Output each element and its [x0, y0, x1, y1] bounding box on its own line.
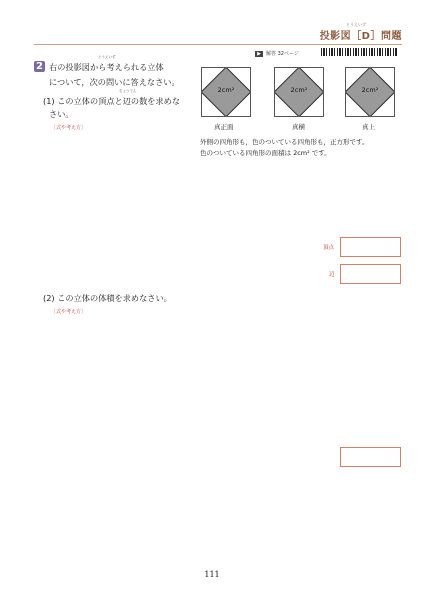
figure-note-line-1: 外側の四角形も，色のついている四角形も，正方形です。 [200, 138, 369, 146]
barcode-icon [321, 48, 397, 56]
question-ruby: とうえいず [98, 55, 116, 59]
part1-workspace-label: ［式や考え方］ [51, 125, 87, 131]
question-text-line-2: について，次の問いに答えなさい。 [49, 77, 180, 87]
page-number: 111 [204, 570, 220, 579]
part1-text-line-2: さい。 [49, 109, 74, 119]
edges-answer-box[interactable] [340, 264, 401, 284]
answer-reference [255, 50, 299, 57]
part2-workspace-label: ［式や考え方］ [51, 309, 87, 315]
front-view-label: 真正面 [214, 123, 234, 131]
top-view-label: 真上 [362, 123, 375, 131]
play-arrow-icon: ▶ [255, 51, 263, 57]
answer-reference-text: 解答 32ページ [266, 51, 299, 57]
header-divider [34, 44, 402, 45]
top-view-area: 2cm² [361, 86, 379, 94]
volume-answer-box[interactable] [340, 447, 401, 467]
vertices-answer-label: 頂点 [323, 245, 335, 251]
front-view-area: 2cm² [217, 86, 235, 94]
part2-text-line-1: (2) この立体の体積を求めなさい。 [43, 293, 172, 303]
header-ruby: とうえいず [346, 22, 366, 27]
vertices-answer-box[interactable] [340, 237, 401, 257]
question-text-line-1: 右の投影図から考えられる立体 [49, 62, 164, 72]
top-view-diagram [345, 67, 395, 117]
question-number-badge: 2 [34, 61, 45, 72]
front-view-diagram [201, 67, 251, 117]
side-view-area: 2cm² [290, 86, 308, 94]
page-header-title: 投影図［D］問題 [319, 31, 402, 42]
part1-ruby: ちょうてん [119, 89, 137, 93]
part1-text-line-1: (1) この立体の頂点と辺の数を求めな [43, 96, 181, 106]
side-view-diagram [274, 67, 324, 117]
edges-answer-label: 辺 [329, 272, 335, 278]
figure-note-line-2: 色のついている四角形の面積は 2cm² です。 [200, 149, 331, 157]
side-view-label: 真横 [292, 123, 305, 131]
